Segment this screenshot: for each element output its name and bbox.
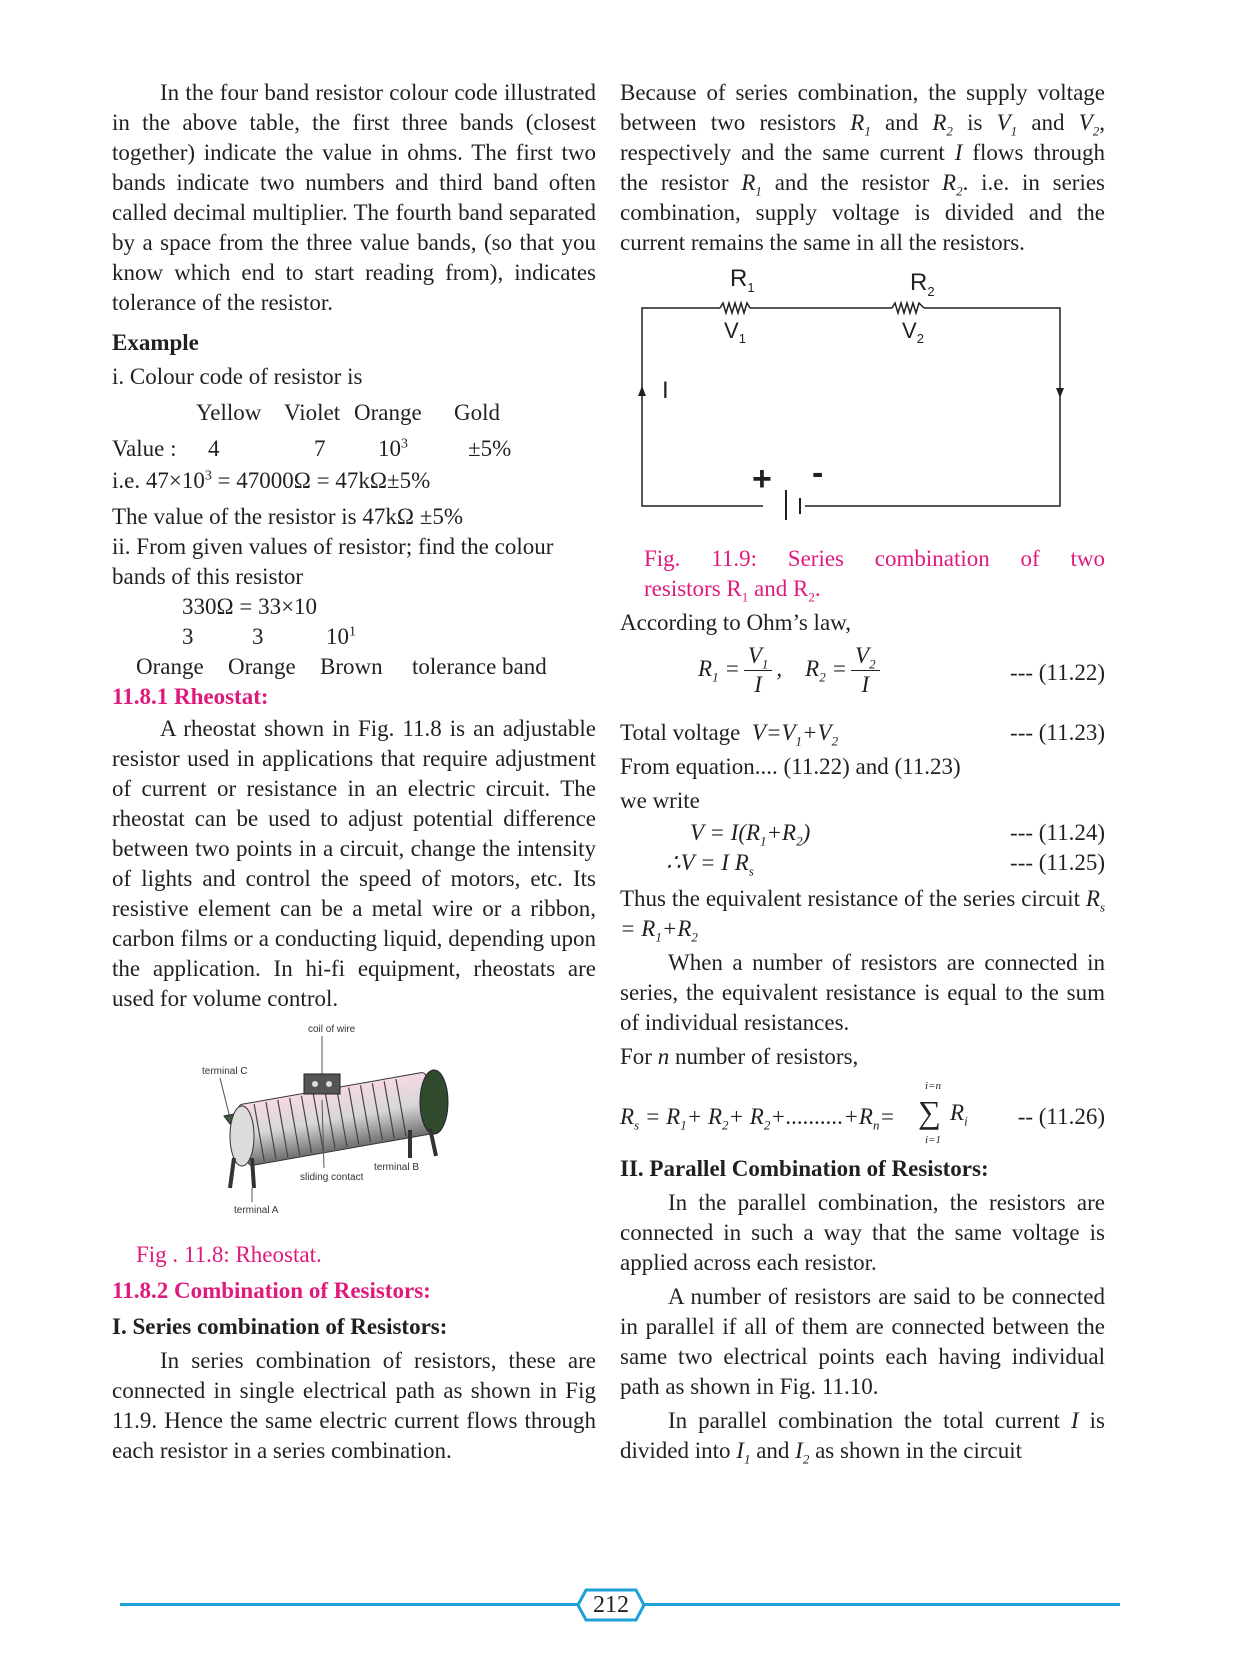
label-v2: $V_2$ [902,318,924,346]
label-v1: $V_1$ [724,318,746,346]
right-column [620,78,1105,1466]
color-yellow: Yellow [196,400,262,425]
resistor-r1-symbol [720,303,750,313]
battery-plus-sign: + [752,460,772,498]
example-2-intro: ii. From given values of resistor; find the colour bands of this resistor [112,534,554,589]
label-terminal-b: terminal B [374,1162,420,1173]
section-combination-heading: 11.8.2 Combination of Resistors: [112,1278,431,1303]
resistor-r2-symbol [892,303,924,313]
equation-number-11-24: --- (11.24) [1010,820,1105,845]
value-label: Value : [112,436,177,461]
we-write-line: we write [620,788,700,813]
parallel-paragraph-1: In the parallel combination, the resistors are connected in such a way that the same voltage is applied across each resistor. [620,1190,1105,1275]
current-arrow-up-icon [638,386,646,396]
example-2-bands: Orange Orange Brown tolerance band [136,654,547,679]
figure-11-8-caption: Fig . 11.8: Rheostat. [136,1242,322,1267]
label-coil-of-wire: coil of wire [308,1024,356,1035]
series-heading: I. Series combination of Resistors: [112,1314,448,1339]
example-2-equation: 330Ω = 33×10 [182,594,318,619]
ohm-intro: According to Ohm’s law, [620,610,852,635]
page-number-badge [576,1588,646,1620]
value-7: 7 [314,436,326,461]
equation-11-24: $V = I(R_1+R_2)$ --- (11.24) [690,820,1105,849]
example-heading: Example [112,330,199,355]
equation-11-22: $R_1$ = $\frac{V_1}{I}$ , $R_2$ = $\frac{V_2}{I}$ --- (11.22) [698,643,1105,697]
rheostat-paragraph: A rheostat shown in Fig. 11.8 is an adjustable resistor used in applications that require adjustment of current or resistance in an electric circuit. The rheostat can be used to adjust potential difference between two points in a circuit, change the intensity of lights and control the speed of motors, etc. Its resistive element can be a metal wire or a ribbon, carbon films or a conducting liquid, depending upon the application. In hi-fi equipment, rheostats are used for volume control. [112,716,596,1011]
figure-11-9-caption-line2: resistors $R_1$ and $R_2$. [644,576,821,605]
parallel-paragraph-2: A number of resistors are said to be connected in parallel if all of them are connected between the same two electrical points each having individual path as shown in Fig. 11.10. [620,1284,1105,1399]
page-number: 212 [593,1592,629,1618]
example-1-values [112,430,596,464]
series-circuit-figure [620,258,1105,528]
equation-number-11-22: --- (11.22) [1010,660,1105,685]
label-terminal-c: terminal C [202,1066,248,1077]
series-voltage-paragraph: Because of series combination, the supply voltage between two resistors $R_1$ and $R_2$ is $V_1$ and $V_2$, respectively and the same current I flows through the resistor $R_1$ and the resistor $R_2$. i.e. in series combination, supply voltage is divided and the current remains the same in all the resistors. [620,80,1106,255]
left-column [112,78,596,1466]
color-violet: Violet [284,400,341,425]
label-r1: $R_1$ [730,265,755,295]
equation-11-23: Total voltage $V=V_1+V_2$ --- (11.23) [620,720,1105,749]
value-multiplier: $10^3$ [378,436,408,461]
section-rheostat-heading: 11.8.1 Rheostat: [112,684,269,709]
example-1-colors [112,394,596,430]
color-orange: Orange [354,400,422,425]
equivalent-resistance-paragraph: Thus the equivalent resistance of the series circuit $R_s = R_1+R_2$ [620,886,1105,945]
equation-number-11-23: --- (11.23) [1010,720,1105,745]
equation-11-26: $R_s = R_1+ R_2+ R_2+..........+R_n=$ i=n ∑ i=1 $R_i$ -- (11.26) [620,1080,1105,1146]
intro-paragraph: In the four band resistor colour code illustrated in the above table, the first three bands (closest together) indicate the value in ohms. The first two bands indicate two numbers and third band often called decimal multiplier. The fourth band separated by a space from the three value bands, (so that you know which end to start reading from), indicates tolerance of the resistor. [112,80,596,315]
equation-number-11-25: --- (11.25) [1010,850,1105,875]
label-r2: $R_2$ [910,269,935,299]
equation-number-11-26: -- (11.26) [1017,1104,1105,1129]
series-sum-paragraph: When a number of resistors are connected in series, the equivalent resistance is equal to the sum of individual resistances. [620,950,1105,1035]
equation-11-25: ∴V = I $R_s$ --- (11.25) [666,850,1105,879]
example-1-intro: i. Colour code of resistor is [112,364,363,389]
from-equation-line: From equation.... (11.22) and (11.23) [620,754,961,779]
sliding-contact-block [304,1074,340,1094]
parallel-heading: II. Parallel Combination of Resistors: [620,1156,989,1181]
figure-11-9-caption-line1: Fig. 11.9: Series combination of two [644,546,1105,571]
example-2-digits: 3 3 $10^1$ [182,624,356,649]
battery-minus-sign: - [812,454,824,492]
color-gold: Gold [454,400,500,425]
example-1-result: The value of the resistor is 47kΩ ±5% [112,504,463,529]
label-current: I [662,377,669,404]
label-sliding-contact: sliding contact [300,1172,364,1183]
rheostat-figure [112,1018,596,1228]
for-n-resistors: For n number of resistors, [620,1044,859,1069]
label-terminal-a: terminal A [234,1205,279,1216]
example-1-ie: i.e. $47\times 10^3 = 47000\Omega = 47k\Omega\pm 5\%$ [112,468,431,493]
footer [120,1590,1120,1620]
current-arrow-down-icon [1056,388,1064,398]
value-4: 4 [208,436,220,461]
value-tolerance: ±5% [468,436,512,461]
parallel-paragraph-3: In parallel combination the total current I is divided into $I_1$ and $I_2$ as shown in the circuit [620,1408,1105,1467]
series-paragraph: In series combination of resistors, these are connected in single electrical path as shown in Fig 11.9. Hence the same electric current flows through each resistor in a series combination. [112,1348,596,1463]
